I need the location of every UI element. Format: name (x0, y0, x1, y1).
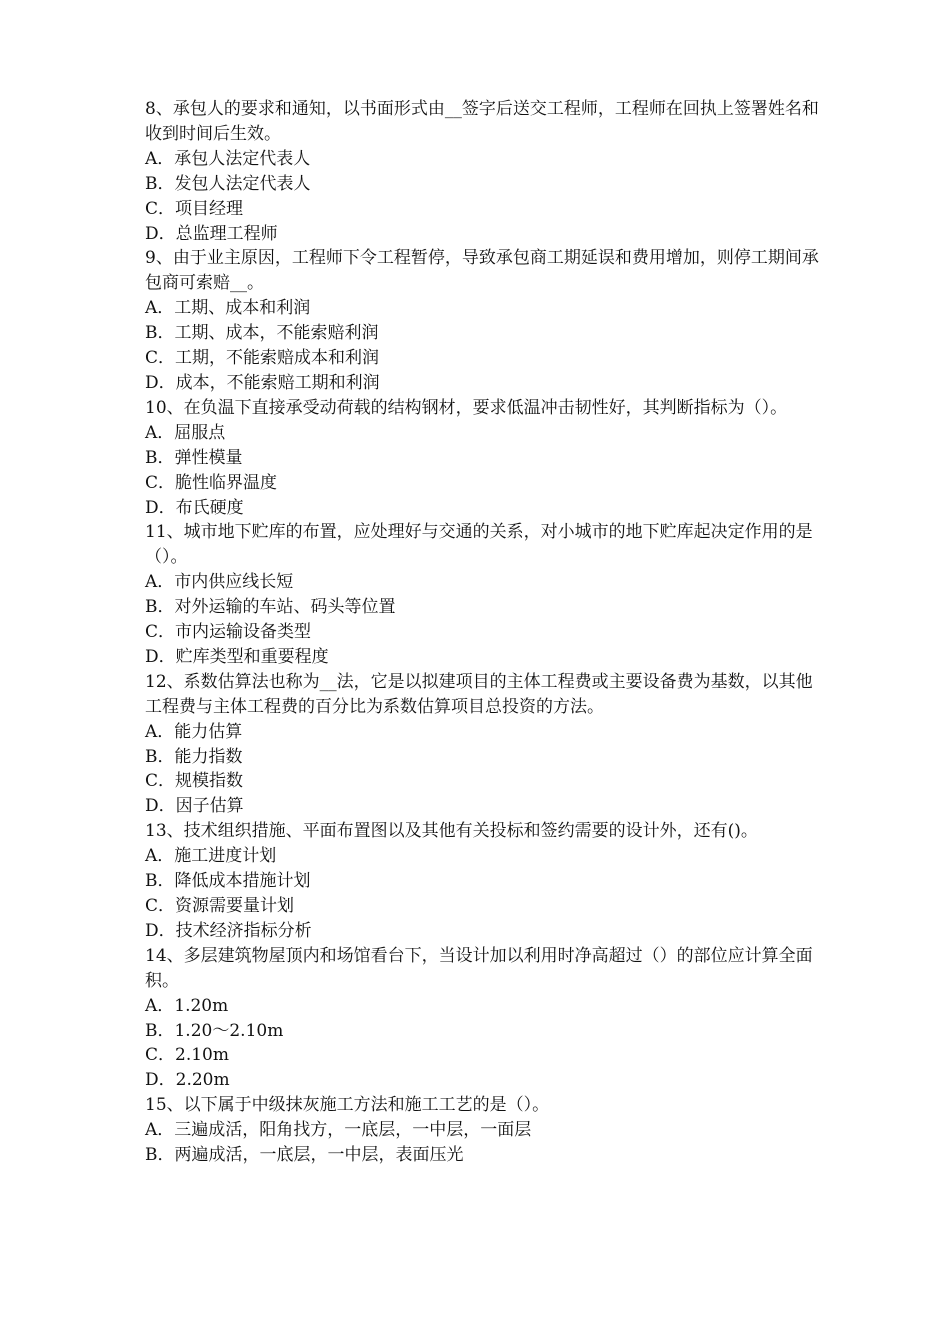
question-11-option-d: D．贮库类型和重要程度 (145, 646, 329, 667)
question-11-option-c: C．市内运输设备类型 (145, 622, 312, 643)
question-10-option-c: C．脆性临界温度 (145, 472, 278, 493)
question-14-option-a: A．1.20m (145, 995, 229, 1016)
question-8-option-a: A．承包人法定代表人 (145, 148, 311, 169)
question-13-option-c: C．资源需要量计划 (145, 896, 295, 916)
question-15-option-b: B．两遍成活，一底层，一中层，表面压光 (145, 1145, 464, 1166)
question-12-option-b: B．能力指数 (145, 746, 243, 767)
question-8-option-b: B．发包人法定代表人 (145, 173, 311, 194)
question-10-option-a: A．屈服点 (145, 422, 226, 443)
question-9-option-d: D．成本，不能索赔工期和利润 (145, 372, 380, 393)
question-8-option-d: D．总监理工程师 (145, 223, 278, 244)
question-14-option-b: B．1.20～2.10m (145, 1020, 284, 1041)
question-10-option-d: D．布氏硬度 (145, 497, 244, 518)
question-10-option-b: B．弹性模量 (145, 447, 243, 468)
question-9-option-b: B．工期、成本，不能索赔利润 (145, 323, 379, 344)
question-11-option-b: B．对外运输的车站、码头等位置 (145, 597, 396, 618)
question-14-option-d: D．2.20m (145, 1070, 230, 1091)
question-8-stem: 8、承包人的要求和通知，以书面形式由__签字后送交工程师，工程师在回执上签署姓名和收到时间后生效。 (145, 99, 819, 144)
question-8-option-c: C．项目经理 (145, 198, 244, 219)
question-12-option-d: D．因子估算 (145, 796, 244, 817)
document-page (145, 97, 825, 1168)
question-14-option-c: C．2.10m (145, 1045, 229, 1066)
question-10-stem: 10、在负温下直接承受动荷载的结构钢材，要求低温冲击韧性好，其判断指标为（）。 (145, 397, 788, 418)
question-12-stem: 12、系数估算法也称为__法，它是以拟建项目的主体工程费或主要设备费为基数，以其他工程费与主体工程费的百分比为系数估算项目总投资的方法。 (145, 671, 813, 717)
question-15-stem: 15、以下属于中级抹灰施工方法和施工工艺的是（）。 (145, 1095, 550, 1116)
question-13-stem: 13、技术组织措施、平面布置图以及其他有关投标和签约需要的设计外，还有()。 (145, 821, 758, 842)
question-11-stem: 11、城市地下贮库的布置，应处理好与交通的关系，对小城市的地下贮库起决定作用的是（）。 (145, 522, 813, 568)
question-9-option-a: A．工期、成本和利润 (145, 298, 311, 319)
question-9-option-c: C．工期，不能索赔成本和利润 (145, 348, 380, 369)
question-12-option-a: A．能力估算 (145, 721, 243, 742)
question-13-option-a: A．施工进度计划 (145, 846, 277, 867)
question-13-option-b: B．降低成本措施计划 (145, 871, 311, 892)
question-12-option-c: C．规模指数 (145, 771, 244, 792)
question-9-stem: 9、由于业主原因，工程师下令工程暂停，导致承包商工期延误和费用增加，则停工期间承包商可索赔__。 (145, 248, 819, 294)
question-11-option-a: A．市内供应线长短 (145, 572, 294, 593)
question-14-stem: 14、多层建筑物屋顶内和场馆看台下，当设计加以利用时净高超过（）的部位应计算全面积。 (145, 945, 813, 991)
question-13-option-d: D．技术经济指标分析 (145, 920, 312, 941)
question-15-option-a: A．三遍成活，阳角找方，一底层，一中层，一面层 (145, 1120, 532, 1141)
